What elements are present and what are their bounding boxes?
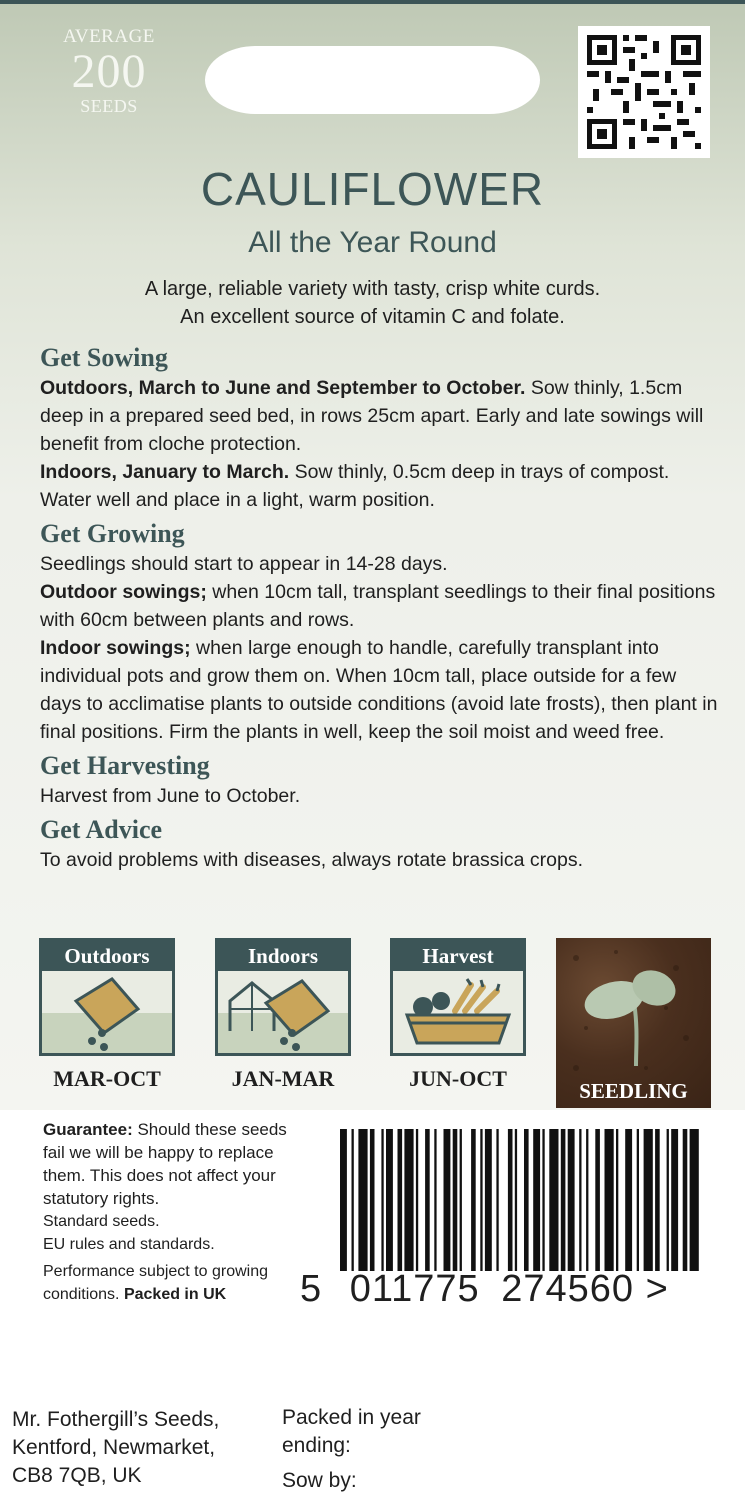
guarantee-block bbox=[43, 1118, 303, 1306]
packed-in-year bbox=[282, 1404, 421, 1460]
eu-rules: EU rules and standards. bbox=[43, 1236, 215, 1253]
growing-outdoor-bold: Outdoor sowings; bbox=[40, 581, 207, 603]
barcode-number bbox=[300, 1268, 720, 1311]
seedling-photo bbox=[556, 938, 711, 1108]
sowing-heading: Get Sowing bbox=[40, 343, 168, 372]
harvesting-heading: Get Harvesting bbox=[40, 751, 210, 780]
performance-text: Performance subject to growing conditions. bbox=[43, 1263, 268, 1303]
product-title: CAULIFLOWER bbox=[200, 163, 545, 215]
badge-line3: SEEDS bbox=[80, 96, 138, 116]
product-variety: All the Year Round bbox=[248, 226, 497, 259]
indoors-title: Indoors bbox=[218, 941, 348, 971]
timing-icons bbox=[0, 938, 745, 1110]
hanging-hole bbox=[205, 46, 540, 114]
address-line2: Kentford, Newmarket, bbox=[12, 1436, 216, 1459]
seed-count-badge bbox=[55, 26, 163, 117]
address-line3: CB8 7QB, UK bbox=[12, 1464, 142, 1487]
product-description bbox=[0, 275, 745, 331]
guarantee-body: Should these seeds fail we will be happy to replace them. This does not affect your statutory rights. bbox=[43, 1120, 287, 1208]
growing-indoor bbox=[40, 634, 720, 746]
standard-seeds: Standard seeds. bbox=[43, 1213, 160, 1230]
outdoors-title: Outdoors bbox=[42, 941, 172, 971]
growing-outdoor bbox=[40, 578, 720, 634]
guarantee-text bbox=[43, 1118, 303, 1210]
sowing-outdoors-text: Sow thinly, 1.5cm deep in a prepared seed bed, in rows 25cm apart. Early and late sowings will benefit from cloche protection. bbox=[40, 377, 704, 455]
address-line1: Mr. Fothergill’s Seeds, bbox=[12, 1408, 220, 1431]
packed-in-uk: Packed in UK bbox=[119, 1286, 227, 1303]
guarantee-bold: Guarantee: bbox=[43, 1120, 133, 1139]
description-line1: A large, reliable variety with tasty, crisp white curds. bbox=[144, 278, 601, 300]
vegetable-basket-icon bbox=[393, 971, 523, 1053]
advice-heading: Get Advice bbox=[40, 815, 163, 844]
seed-packet-icon bbox=[42, 971, 172, 1053]
seedling-label: SEEDLING bbox=[579, 1079, 688, 1103]
greenhouse-icon bbox=[218, 971, 348, 1053]
barcode-end-marker: > bbox=[645, 1268, 669, 1310]
harvest-card bbox=[390, 938, 526, 1056]
outdoors-card bbox=[39, 938, 175, 1056]
barcode-first-digit: 5 bbox=[300, 1268, 323, 1310]
indoors-period: JAN-MAR bbox=[231, 1066, 335, 1091]
growing-indoor-bold: Indoor sowings; bbox=[40, 637, 191, 659]
sowing-indoors-text: Sow thinly, 0.5cm deep in trays of compost. Water well and place in a light, warm position. bbox=[40, 461, 670, 511]
barcode-right-digits: 274560 bbox=[501, 1268, 635, 1310]
harvest-period: JUN-OCT bbox=[409, 1066, 507, 1091]
growing-indoor-text: when large enough to handle, carefully transplant into individual pots and grow them on. When 10cm tall, place outside for a few days to acclimatise plants to outside conditions (avoid late frosts), then plant in final positions. Firm the plants in well, keep the soil moist and weed free. bbox=[40, 637, 718, 743]
qr-code bbox=[578, 26, 710, 158]
harvesting-text: Harvest from June to October. bbox=[40, 785, 301, 807]
packed-line1: Packed in year bbox=[282, 1406, 421, 1429]
sowing-outdoors bbox=[40, 374, 720, 458]
badge-line1: AVERAGE bbox=[63, 26, 155, 47]
company-address bbox=[12, 1406, 219, 1490]
sow-by: Sow by: bbox=[282, 1469, 357, 1492]
performance-note bbox=[43, 1260, 303, 1306]
harvest-title: Harvest bbox=[393, 941, 523, 971]
growing-outdoor-text: when 10cm tall, transplant seedlings to their final positions with 60cm between plants and rows. bbox=[40, 581, 716, 631]
indoors-card bbox=[215, 938, 351, 1056]
sowing-outdoors-bold: Outdoors, March to June and September to October. bbox=[40, 377, 526, 399]
barcode-left-digits: 011775 bbox=[349, 1268, 480, 1310]
packed-line2: ending: bbox=[282, 1434, 351, 1457]
sowing-indoors-bold: Indoors, January to March. bbox=[40, 461, 290, 483]
growing-line1: Seedlings should start to appear in 14-28 days. bbox=[40, 553, 448, 575]
growing-heading: Get Growing bbox=[40, 519, 185, 548]
advice-text: To avoid problems with diseases, always rotate brassica crops. bbox=[40, 849, 583, 871]
description-line2: An excellent source of vitamin C and folate. bbox=[180, 306, 565, 328]
instructions bbox=[40, 342, 720, 874]
qr-code-icon bbox=[587, 35, 701, 149]
outdoors-period: MAR-OCT bbox=[53, 1066, 161, 1091]
badge-count: 200 bbox=[71, 45, 147, 98]
sowing-indoors bbox=[40, 458, 720, 514]
